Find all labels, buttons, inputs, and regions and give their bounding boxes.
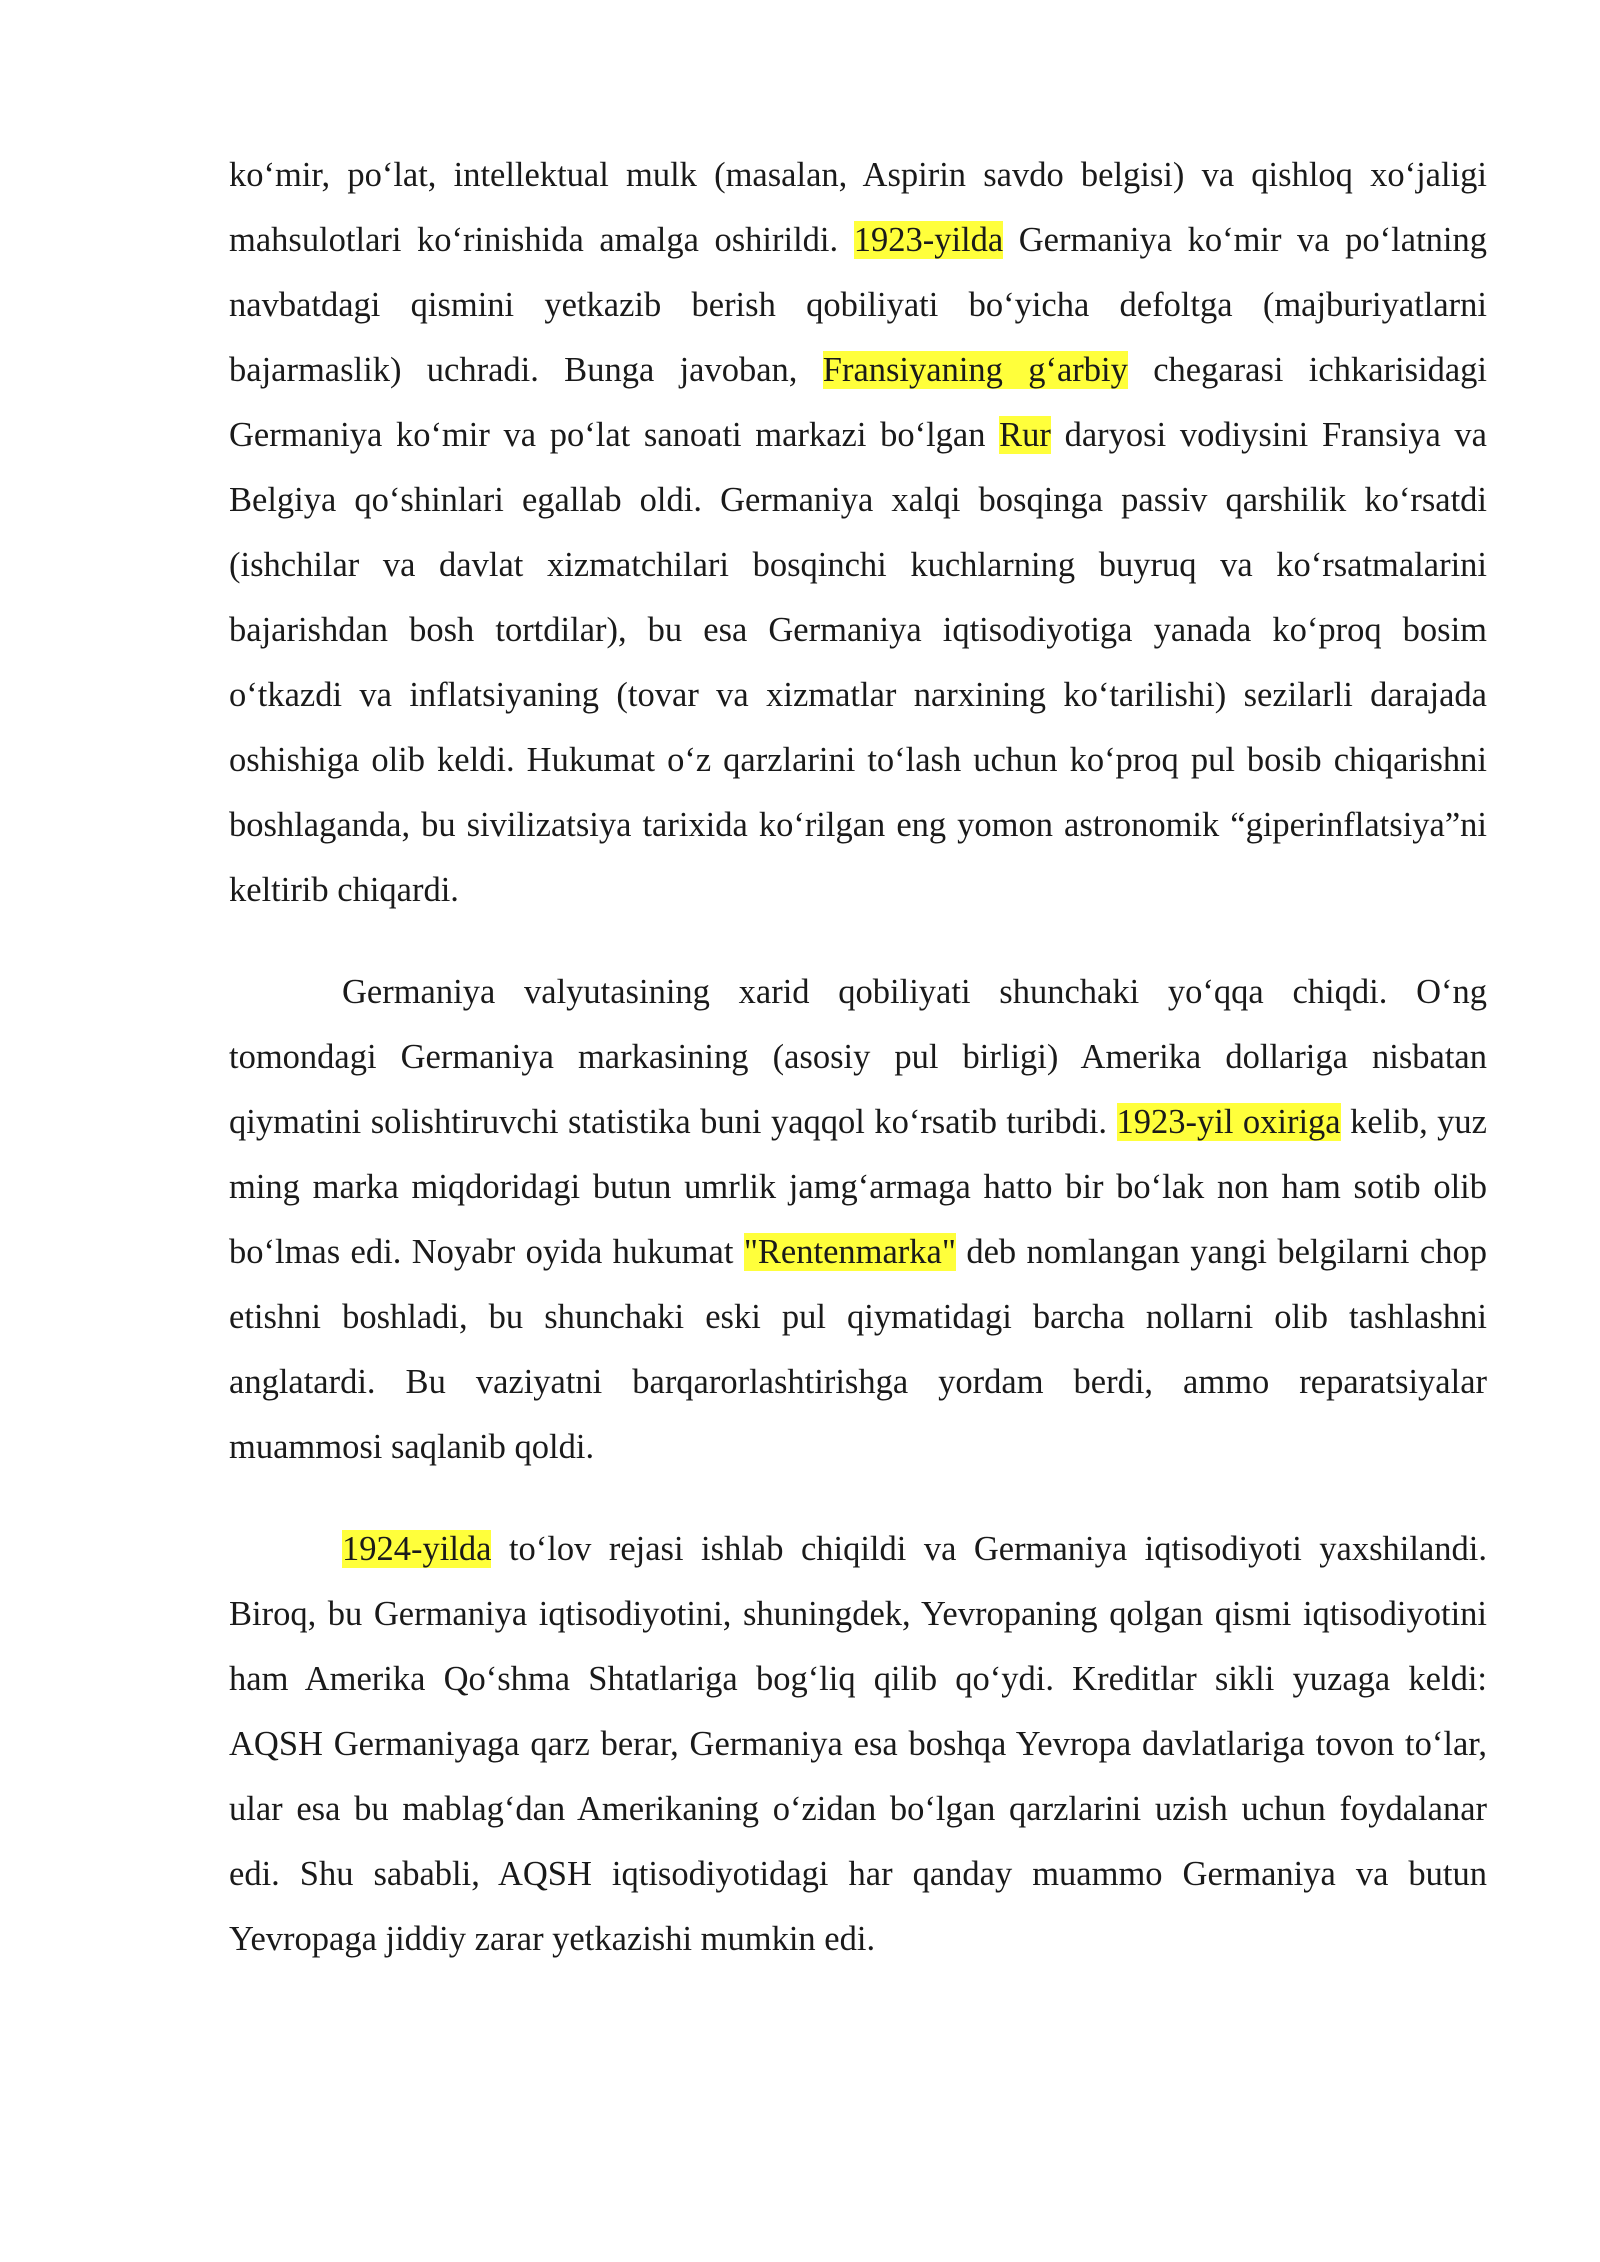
highlight-1923-yilda: 1923-yilda [853,221,1004,259]
highlight-fransiyaning-garbiy: Fransiyaning g‘arbiy [822,351,1128,389]
paragraph-1 [229,143,1487,923]
document-page [229,143,1487,1972]
paragraph-2-text: Germaniya valyutasining xarid qobiliyati shunchaki yo‘qqa chiqdi. O‘ng tomondagi Germaniya markasining (asosiy pul birligi) Amerika dollariga nisbatan qiymatini solishtiruvchi statistika buni yaqqol ko‘rsatib turibdi. [229,973,1487,1141]
paragraph-2-text: deb nomlangan yangi belgilarni chop etishni boshladi, bu shunchaki eski pul qiymatidagi barcha nollarni olib tashlashni anglatardi. Bu vaziyatni barqarorlashtirishga yordam berdi, ammo reparatsiyalar muammosi saqlanib qoldi. [229,1233,1487,1466]
highlight-rentenmarka: "Rentenmarka" [743,1233,956,1271]
paragraph-1-text: ko‘mir, po‘lat, intellektual mulk (masalan, Aspirin savdo belgisi) va qishloq xo‘jaligi mahsulotlari ko‘rinishida amalga oshirildi. [229,156,1487,259]
highlight-rur: Rur [999,416,1051,454]
paragraph-2-text: kelib, yuz ming marka miqdoridagi butun umrlik jamg‘armaga hatto bir bo‘lak non ham sotib olib bo‘lmas edi. Noyabr oyida hukumat [229,1103,1487,1271]
paragraph-1-text: chegarasi ichkarisidagi Germaniya ko‘mir va po‘lat sanoati markazi bo‘lgan [229,351,1487,454]
highlight-1924-yilda: 1924-yilda [342,1530,492,1568]
paragraph-1-text: daryosi vodiysini Fransiya va Belgiya qo‘shinlari egallab oldi. Germaniya xalqi bosqinga passiv qarshilik ko‘rsatdi (ishchilar va davlat xizmatchilari bosqinchi kuchlarning buyruq va ko‘rsatmalarini bajarishdan bosh tortdilar), bu esa Germaniya iqtisodiyotiga yanada ko‘proq bosim o‘tkazdi va inflatsiyaning (tovar va xizmatlar narxining ko‘tarilishi) sezilarli darajada oshishiga olib keldi. Hukumat o‘z qarzlarini to‘lash uchun ko‘proq pul bosib chiqarishni boshlaganda, bu sivilizatsiya tarixida ko‘rilgan eng yomon astronomik “giperinflatsiya”ni keltirib chiqardi. [229,416,1487,909]
paragraph-1-text: Germaniya ko‘mir va po‘latning navbatdagi qismini yetkazib berish qobiliyati bo‘yicha defoltga (majburiyatlarni bajarmaslik) uchradi. Bunga javoban, [229,221,1487,389]
paragraph-3-text: to‘lov rejasi ishlab chiqildi va Germaniya iqtisodiyoti yaxshilandi. Biroq, bu Germaniya iqtisodiyotini, shuningdek, Yevropaning qolgan qismi iqtisodiyotini ham Amerika Qo‘shma Shtatlariga bog‘liq qilib qo‘ydi. Kreditlar sikli yuzaga keldi: AQSH Germaniyaga qarz berar, Germaniya esa boshqa Yevropa davlatlariga tovon to‘lar, ular esa bu mablag‘dan Amerikaning o‘zidan bo‘lgan qarzlarini uzish uchun foydalanar edi. Shu sababli, AQSH iqtisodiyotidagi har qanday muammo Germaniya va butun Yevropaga jiddiy zarar yetkazishi mumkin edi. [229,1530,1487,1958]
paragraph-2 [229,960,1487,1480]
paragraph-3 [229,1517,1487,1972]
highlight-1923-yil-oxiriga: 1923-yil oxiriga [1116,1103,1341,1141]
